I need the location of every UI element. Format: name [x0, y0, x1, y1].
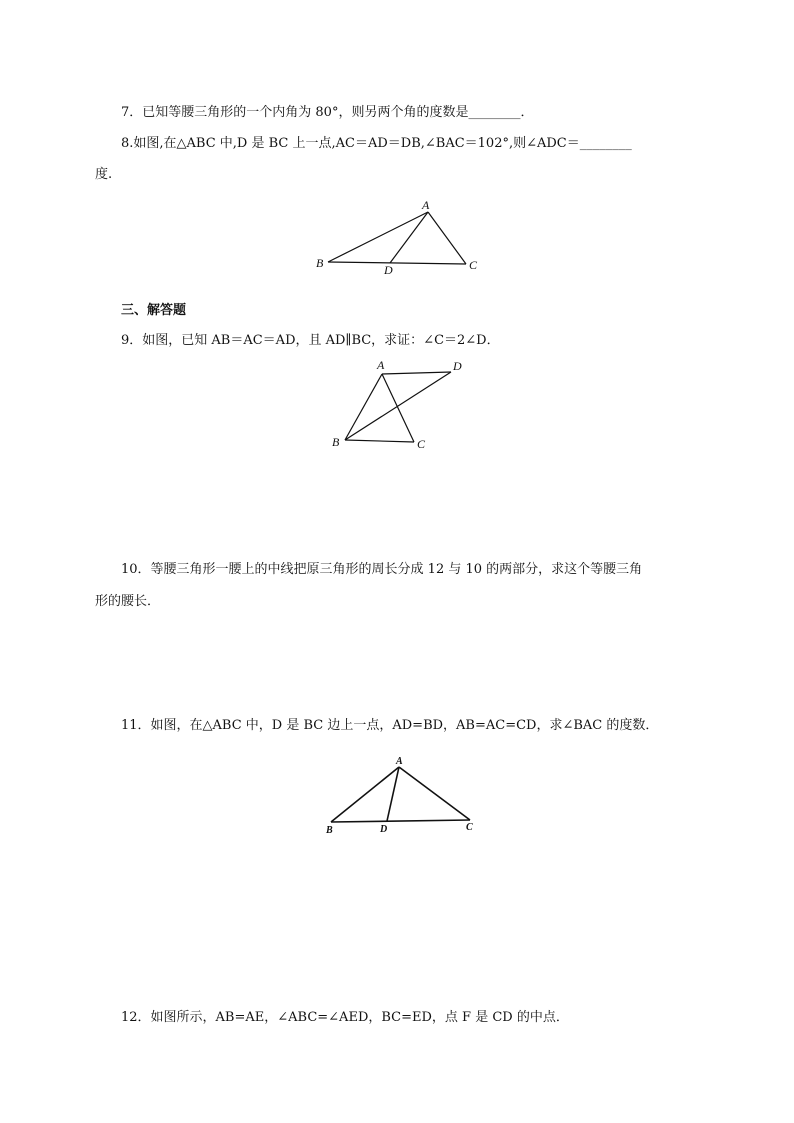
- fig9-segment-AC: [382, 374, 414, 442]
- question-8-line-1: 8.如图,在△ABC 中,D 是 BC 上一点,AC＝AD＝DB,∠BAC＝102°,则∠ADC＝________: [121, 136, 632, 151]
- question-7: 7．已知等腰三角形的一个内角为 80°，则另两个角的度数是________．: [121, 105, 534, 120]
- fig8-segment-BC: [328, 262, 466, 264]
- fig9-label-A: A: [377, 358, 385, 372]
- fig8-segment-AB: [328, 212, 428, 262]
- fig8-segment-AC: [428, 212, 466, 264]
- fig11-label-B: B: [326, 825, 333, 836]
- fig11-label-D: D: [380, 824, 388, 835]
- fig11-segment-AB: [331, 767, 399, 822]
- fig9-segment-AB: [345, 374, 382, 440]
- fig9-label-B: B: [332, 435, 340, 449]
- question-10-line-2: 形的腰长．: [95, 594, 161, 609]
- fig9-segment-BD: [345, 372, 451, 440]
- question-8-line-2: 度.: [95, 167, 113, 182]
- fig8-label-A: A: [422, 198, 430, 212]
- section-3-heading: 三、解答题: [121, 303, 187, 318]
- fig11-label-A: A: [396, 756, 403, 767]
- fig8-label-C: C: [469, 258, 478, 272]
- question-9: 9．如图，已知 AB＝AC＝AD，且 AD∥BC，求证：∠C＝2∠D．: [121, 333, 500, 348]
- fig8-segment-AD: [390, 212, 428, 263]
- fig9-segment-AD: [382, 372, 451, 374]
- question-12: 12．如图所示，AB=AE，∠ABC=∠AED，BC=ED，点 F 是 CD 的中点．: [121, 1010, 569, 1025]
- fig9-label-D: D: [453, 359, 462, 373]
- fig8-label-D: D: [384, 263, 393, 277]
- fig11-label-C: C: [466, 822, 473, 833]
- fig8-label-B: B: [316, 256, 324, 270]
- fig9-segment-BC: [345, 440, 414, 442]
- question-11: 11．如图，在△ABC 中，D 是 BC 边上一点，AD=BD，AB=AC=CD，求∠BAC 的度数．: [121, 718, 659, 733]
- question-10-line-1: 10．等腰三角形一腰上的中线把原三角形的周长分成 12 与 10 的两部分，求这个等腰三角: [121, 562, 643, 577]
- fig11-segment-AC: [399, 767, 470, 820]
- fig11-segment-AD: [387, 767, 399, 821]
- fig9-label-C: C: [417, 437, 426, 451]
- fig11-segment-BC: [331, 820, 470, 822]
